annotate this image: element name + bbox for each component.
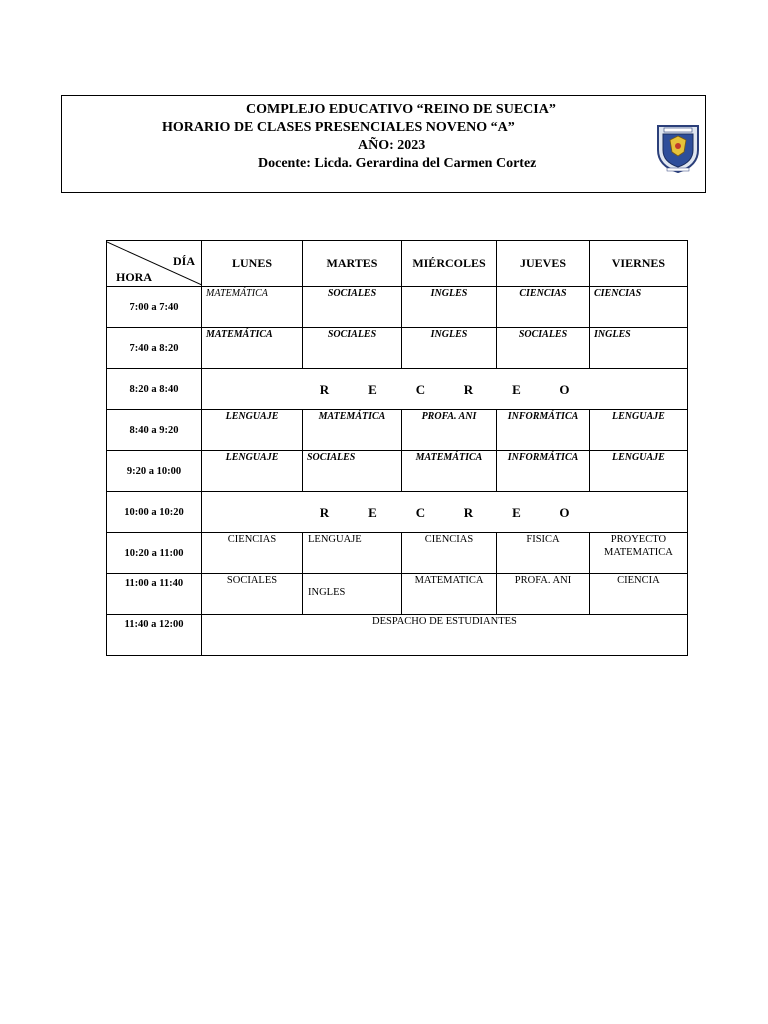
recreo-letter: R	[319, 381, 330, 397]
class-cell: MATEMÁTICA	[202, 287, 303, 328]
recreo-letter: E	[368, 504, 377, 520]
day-header-jueves: JUEVES	[497, 241, 590, 287]
time-cell: 11:00 a 11:40	[107, 574, 202, 615]
school-crest-logo	[654, 122, 702, 174]
recreo-letter: C	[415, 381, 426, 397]
class-cell: INGLES	[303, 574, 402, 615]
class-cell: LENGUAJE	[590, 451, 688, 492]
table-row	[107, 574, 688, 615]
class-cell: INFORMÁTICA	[497, 410, 590, 451]
time-cell: 10:00 a 10:20	[107, 492, 202, 533]
time-cell: 9:20 a 10:00	[107, 451, 202, 492]
recreo-letter: E	[512, 504, 521, 520]
recreo-letter: E	[368, 381, 377, 397]
class-cell: MATEMÁTICA	[202, 328, 303, 369]
school-year: AÑO: 2023	[358, 138, 426, 153]
class-schedule-table	[106, 240, 688, 656]
table-row	[107, 492, 688, 533]
class-cell: FISICA	[497, 533, 590, 574]
class-cell: CIENCIAS	[497, 287, 590, 328]
teacher-name: Docente: Licda. Gerardina del Carmen Cortez	[258, 156, 537, 171]
class-cell: PROFA. ANI	[497, 574, 590, 615]
time-cell: 10:20 a 11:00	[107, 533, 202, 574]
class-cell: LENGUAJE	[590, 410, 688, 451]
recreo-letter: O	[559, 504, 570, 520]
recreo-banner	[202, 369, 688, 410]
time-cell: 7:40 a 8:20	[107, 328, 202, 369]
class-cell: INGLES	[590, 328, 688, 369]
class-cell: SOCIALES	[303, 328, 402, 369]
schedule-title: HORARIO DE CLASES PRESENCIALES NOVENO “A”	[162, 120, 515, 135]
document-header	[61, 95, 706, 193]
class-cell: SOCIALES	[303, 451, 402, 492]
corner-label-dia: DÍA	[172, 254, 195, 268]
class-cell: CIENCIAS	[590, 287, 688, 328]
header-row	[107, 241, 688, 287]
class-cell: MATEMÁTICA	[402, 451, 497, 492]
recreo-letter: O	[559, 381, 570, 397]
corner-label-hora: HORA	[116, 270, 152, 284]
recreo-letter: E	[512, 381, 521, 397]
table-row	[107, 369, 688, 410]
class-cell: CIENCIAS	[202, 533, 303, 574]
recreo-banner	[202, 492, 688, 533]
class-cell: INFORMÁTICA	[497, 451, 590, 492]
class-cell: MATEMÁTICA	[303, 410, 402, 451]
table-row	[107, 410, 688, 451]
class-cell: LENGUAJE	[303, 533, 402, 574]
corner-cell	[107, 241, 202, 287]
table-row	[107, 533, 688, 574]
day-header-lunes: LUNES	[202, 241, 303, 287]
class-cell: PROFA. ANI	[402, 410, 497, 451]
time-cell: 8:40 a 9:20	[107, 410, 202, 451]
table-row	[107, 615, 688, 656]
table-row	[107, 328, 688, 369]
time-cell: 11:40 a 12:00	[107, 615, 202, 656]
class-cell: PROYECTO MATEMATICA	[590, 533, 688, 574]
class-cell: LENGUAJE	[202, 410, 303, 451]
day-header-viernes: VIERNES	[590, 241, 688, 287]
recreo-letter: R	[319, 504, 330, 520]
table-row	[107, 287, 688, 328]
recreo-letter: R	[463, 504, 474, 520]
table-row	[107, 451, 688, 492]
class-cell: INGLES	[402, 328, 497, 369]
day-header-martes: MARTES	[303, 241, 402, 287]
school-name: COMPLEJO EDUCATIVO “REINO DE SUECIA”	[246, 102, 556, 117]
recreo-letter: R	[463, 381, 474, 397]
time-cell: 8:20 a 8:40	[107, 369, 202, 410]
recreo-letter: C	[415, 504, 426, 520]
class-cell: CIENCIAS	[402, 533, 497, 574]
time-cell: 7:00 a 7:40	[107, 287, 202, 328]
class-cell: SOCIALES	[497, 328, 590, 369]
class-cell: LENGUAJE	[202, 451, 303, 492]
class-cell: SOCIALES	[202, 574, 303, 615]
class-cell: SOCIALES	[303, 287, 402, 328]
despacho-cell: DESPACHO DE ESTUDIANTES	[202, 615, 688, 656]
class-cell: MATEMATICA	[402, 574, 497, 615]
class-cell: INGLES	[402, 287, 497, 328]
class-cell: CIENCIA	[590, 574, 688, 615]
day-header-miercoles: MIÉRCOLES	[402, 241, 497, 287]
